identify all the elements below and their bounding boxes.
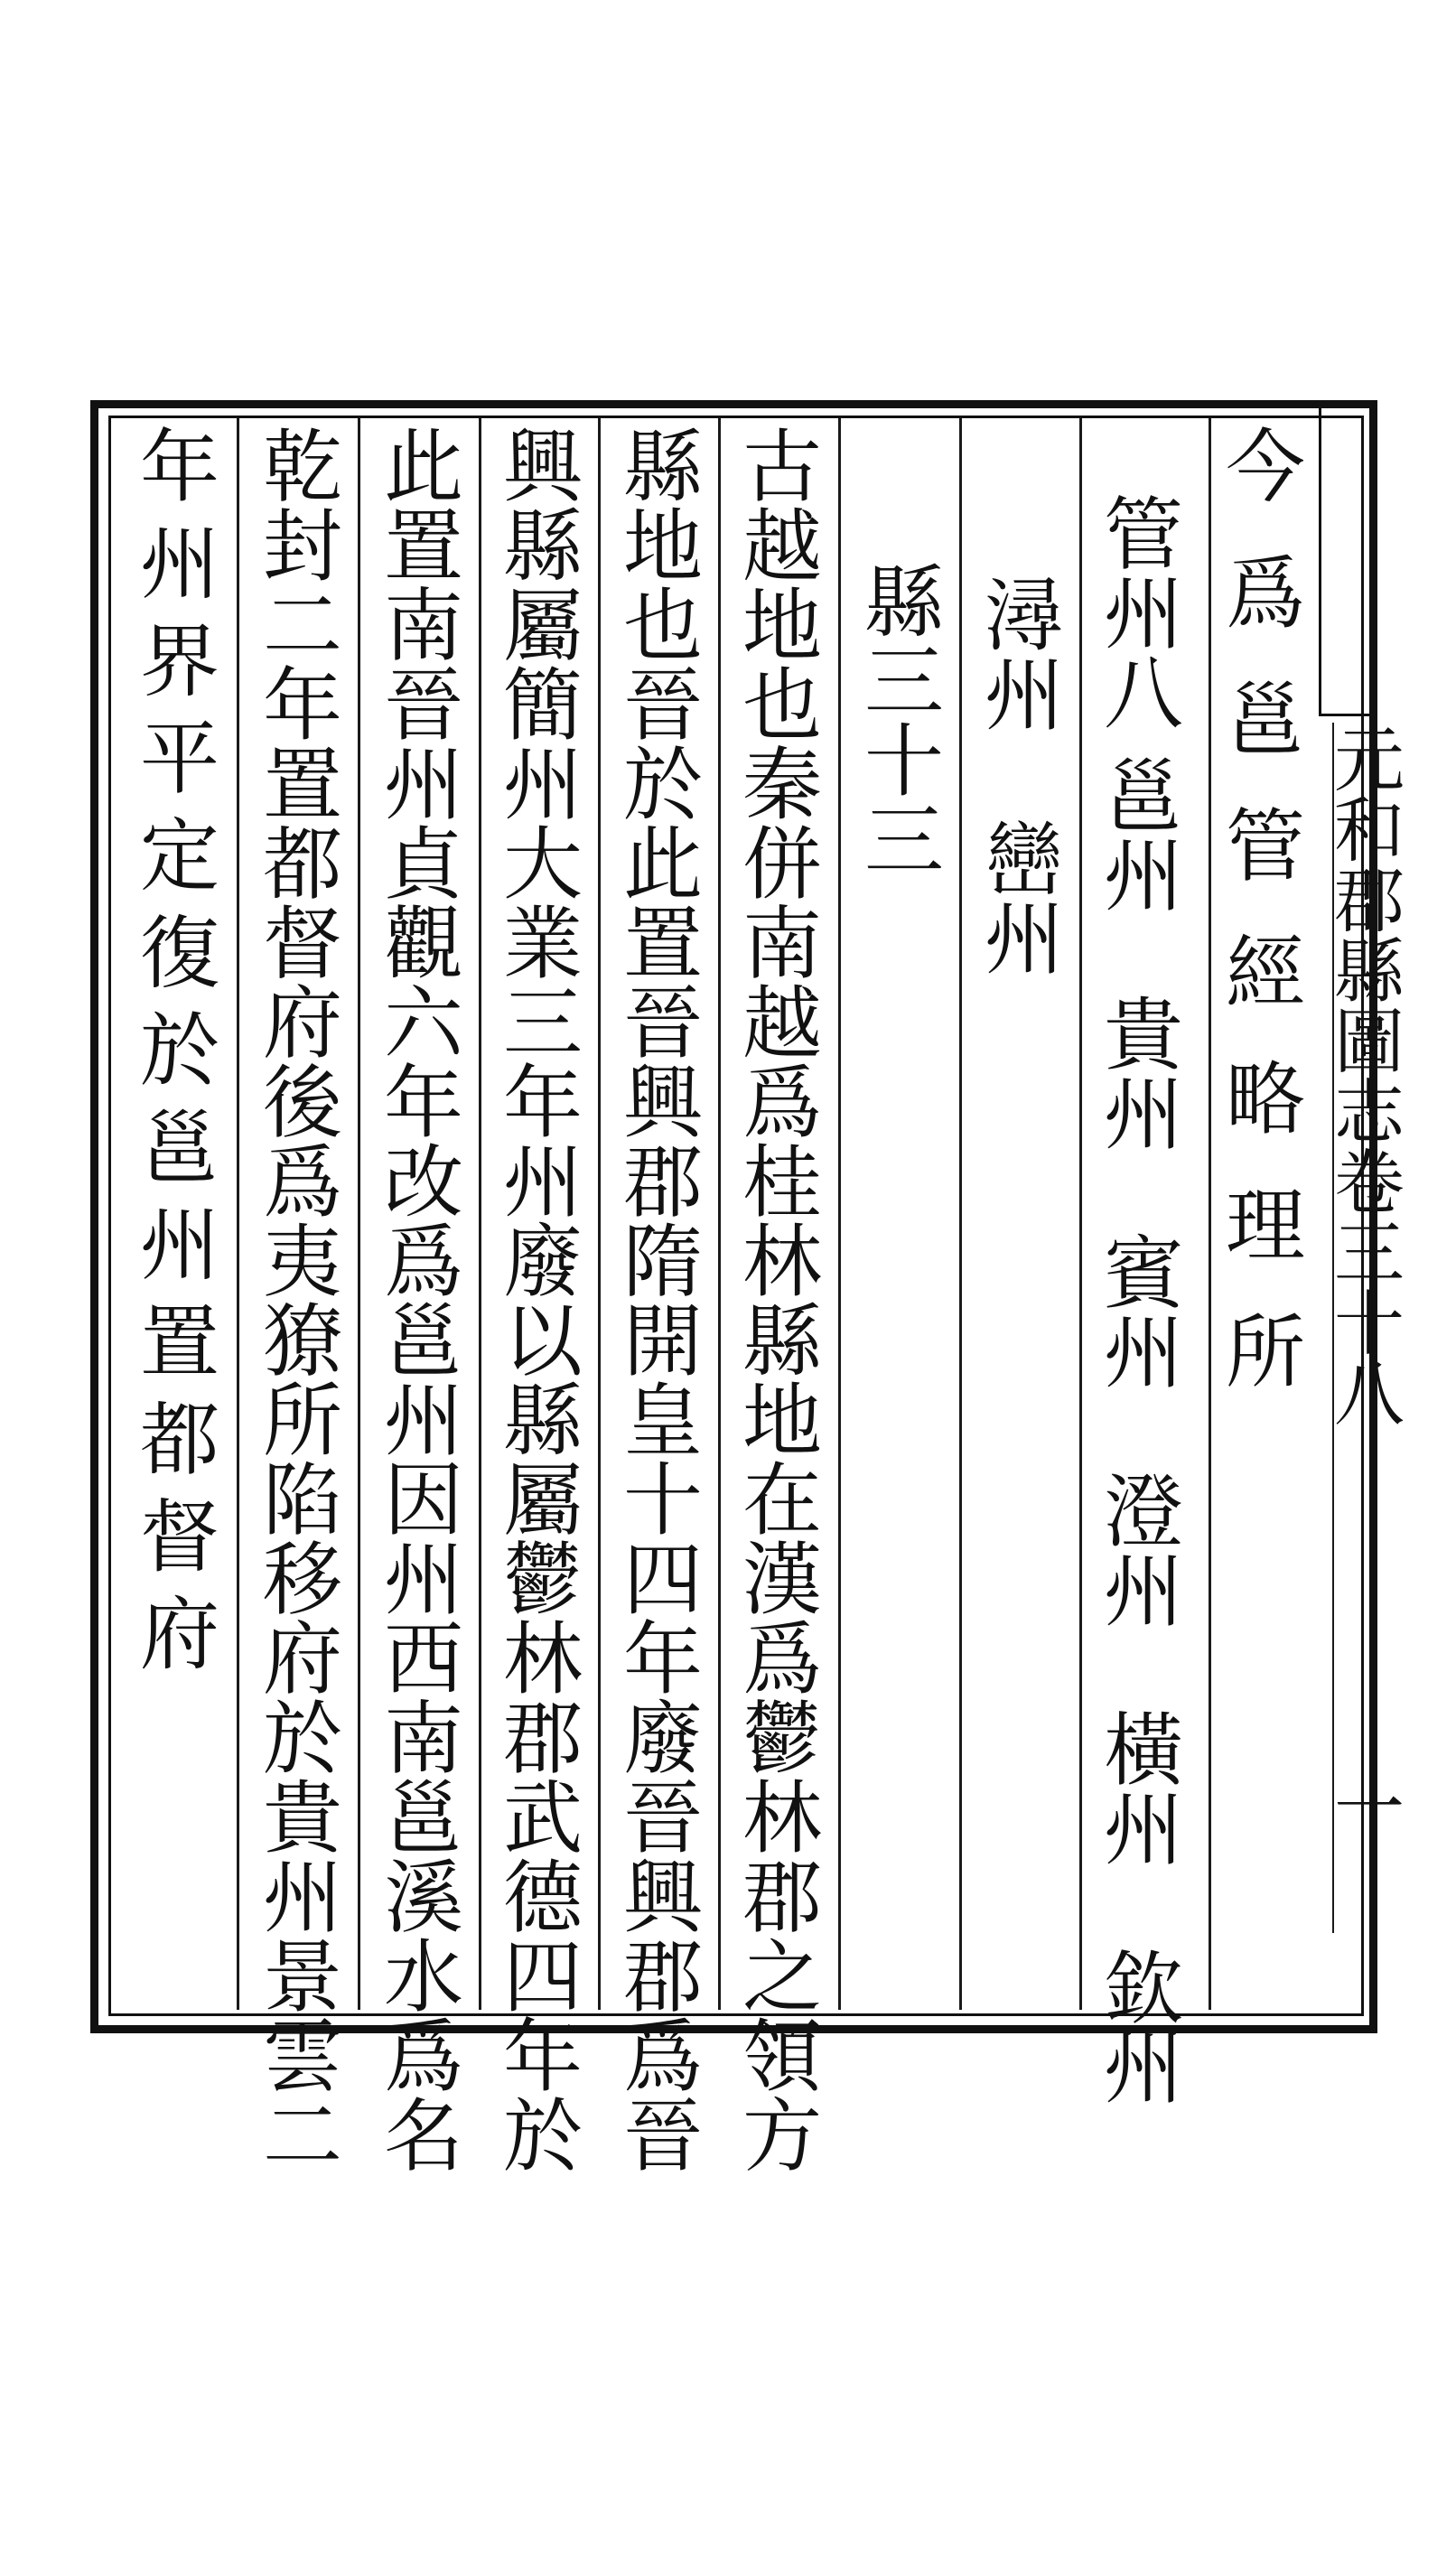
fold-title-box bbox=[1319, 400, 1377, 716]
text-column-8: 此置南晉州貞觀六年改爲邕州因州西南邕溪水爲名 bbox=[371, 425, 464, 2173]
text-column-7: 興縣屬簡州大業三年州廢以縣屬鬱林郡武德四年於 bbox=[490, 425, 583, 2173]
column-divider bbox=[1209, 418, 1211, 2010]
text-column-10: 年州界平定復於邕州置都督府 bbox=[127, 425, 220, 1690]
text-column-4: 縣三十三 bbox=[852, 560, 945, 878]
column-divider bbox=[479, 418, 481, 2010]
text-column-9: 乾封二年置都督府後爲夷獠所陷移府於貴州景雲二 bbox=[250, 425, 343, 2173]
column-divider bbox=[838, 418, 841, 2010]
text-column-2-list: 邕州 貴州 賓州 澄州 橫州 欽州 bbox=[1091, 754, 1184, 2106]
column-divider bbox=[598, 418, 601, 2010]
column-divider bbox=[1079, 418, 1082, 2010]
text-column-3-a: 潯州 bbox=[972, 574, 1065, 733]
text-column-5: 古越地也秦併南越爲桂林縣地在漢爲鬱林郡之領方 bbox=[730, 425, 823, 2173]
text-column-2-head: 管州八 bbox=[1091, 492, 1184, 731]
text-column-6: 縣地也晉於此置晉興郡隋開皇十四年廢晉興郡爲晉 bbox=[611, 425, 704, 2173]
margin-book-title: 元和郡縣圖志卷三十八 bbox=[1322, 723, 1404, 1427]
text-column-3-b: 巒州 bbox=[972, 817, 1065, 976]
column-divider bbox=[718, 418, 721, 2010]
column-divider bbox=[358, 418, 360, 2010]
column-divider bbox=[237, 418, 239, 2010]
text-column-1: 今爲邕管經略理所 bbox=[1213, 425, 1306, 1436]
margin-folio: 一 bbox=[1322, 1770, 1404, 1841]
column-divider bbox=[959, 418, 962, 2010]
